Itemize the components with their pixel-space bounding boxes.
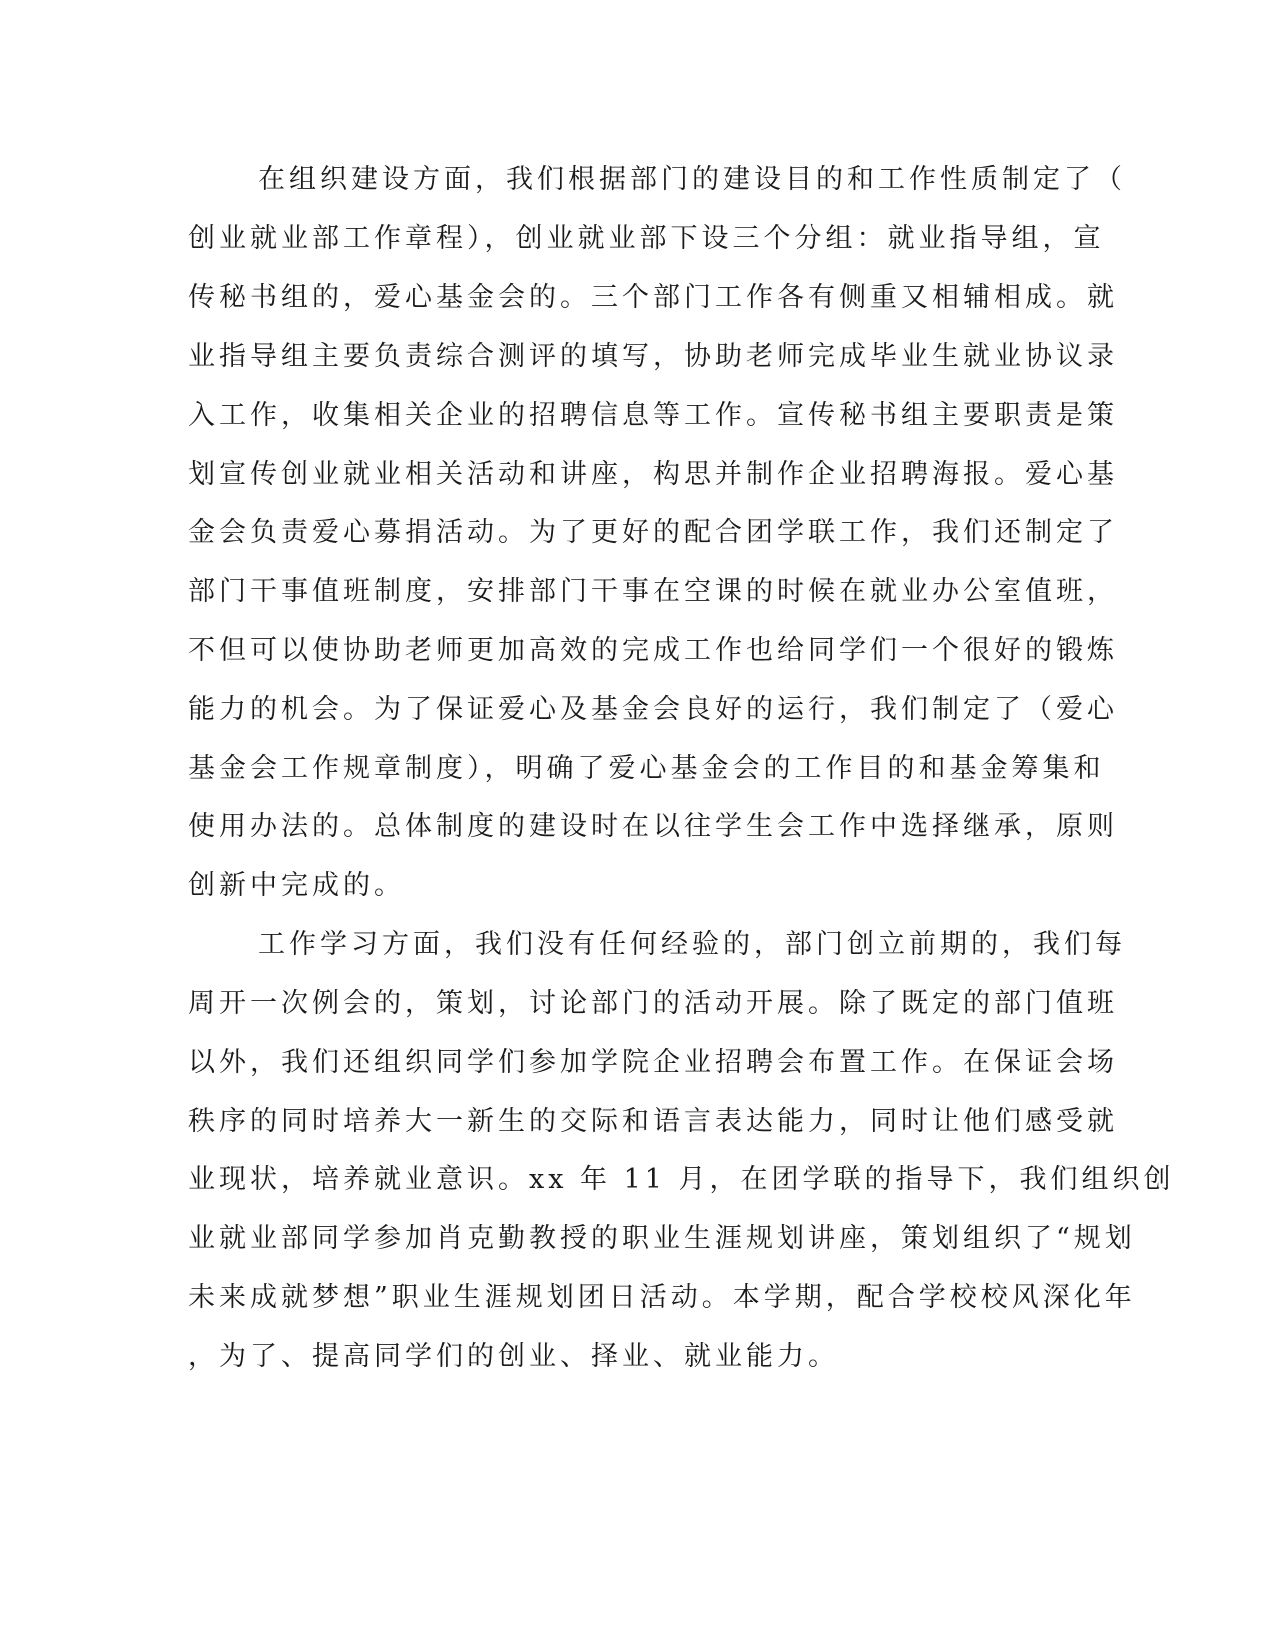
text-line: 传秘书组的，爱心基金会的。三个部门工作各有侧重又相辅相成。就 [188, 282, 1118, 313]
text-line: 周开一次例会的，策划，讨论部门的活动开展。除了既定的部门值班 [188, 988, 1118, 1019]
text-line: ，为了、提高同学们的创业、择业、就业能力。 [188, 1341, 839, 1372]
text-line: 入工作，收集相关企业的招聘信息等工作。宣传秘书组主要职责是策 [188, 400, 1118, 431]
text-line: 部门干事值班制度，安排部门干事在空课的时候在就业办公室值班， [188, 576, 1118, 607]
text-line: 基金会工作规章制度），明确了爱心基金会的工作目的和基金筹集和 [188, 753, 1105, 784]
text-line: 不但可以使协助老师更加高效的完成工作也给同学们一个很好的锻炼 [188, 635, 1118, 666]
text-line: 业指导组主要负责综合测评的填写，协助老师完成毕业生就业协议录 [188, 341, 1118, 372]
text-line: 划宣传创业就业相关活动和讲座，构思并制作企业招聘海报。爱心基 [188, 459, 1118, 490]
text-line: 业现状，培养就业意识。xx 年 11 月，在团学联的指导下，我们组织创 [188, 1164, 1175, 1195]
text-line: 能力的机会。为了保证爱心及基金会良好的运行，我们制定了（爱心 [188, 694, 1118, 725]
text-line: 秩序的同时培养大一新生的交际和语言表达能力，同时让他们感受就 [188, 1106, 1118, 1137]
text-line: 未来成就梦想”职业生涯规划团日活动。本学期，配合学校校风深化年 [188, 1282, 1136, 1313]
text-line: 工作学习方面，我们没有任何经验的，部门创立前期的，我们每 [258, 929, 1126, 960]
text-line: 使用办法的。总体制度的建设时在以往学生会工作中选择继承，原则 [188, 811, 1118, 842]
text-line: 创业就业部工作章程），创业就业部下设三个分组：就业指导组，宣 [188, 223, 1105, 254]
text-line: 在组织建设方面，我们根据部门的建设目的和工作性质制定了（ [258, 164, 1126, 195]
text-line: 金会负责爱心募捐活动。为了更好的配合团学联工作，我们还制定了 [188, 517, 1118, 548]
text-line: 业就业部同学参加肖克勤教授的职业生涯规划讲座，策划组织了“规划 [188, 1223, 1136, 1254]
text-line: 创新中完成的。 [188, 870, 405, 901]
text-line: 以外，我们还组织同学们参加学院企业招聘会布置工作。在保证会场 [188, 1047, 1118, 1078]
